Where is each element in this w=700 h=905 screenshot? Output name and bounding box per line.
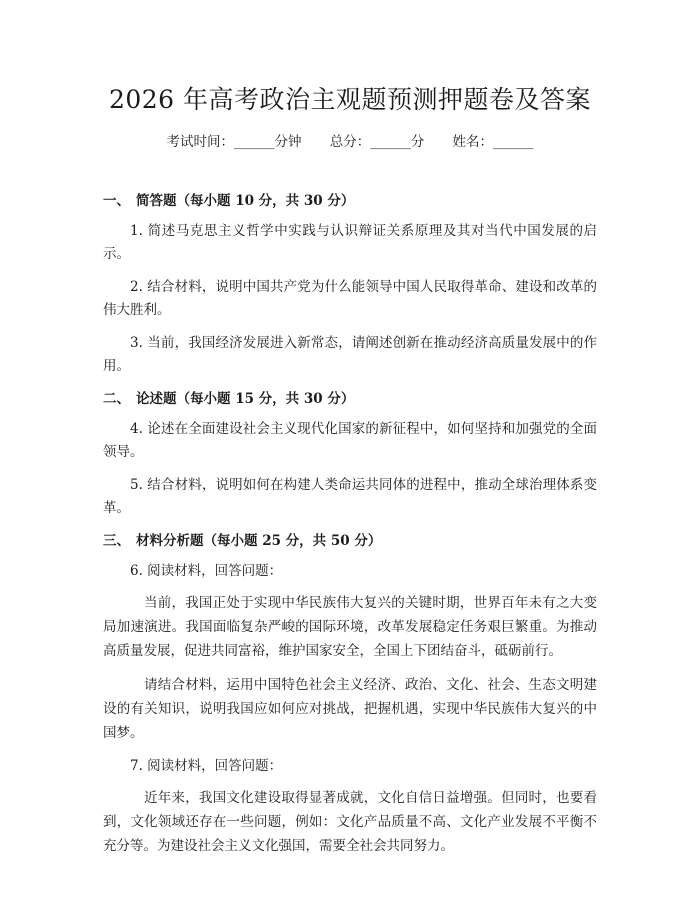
question-7-lead: 7. 阅读材料，回答问题： xyxy=(130,758,283,774)
question-3: 3. 当前，我国经济发展进入新常态，请阐述创新在推动经济高质量发展中的作用。 xyxy=(103,335,597,374)
question-2: 2. 结合材料，说明中国共产党为什么能领导中国人民取得革命、建设和改革的伟大胜利。 xyxy=(103,279,597,318)
total-score-field: 总分：______分 xyxy=(329,134,425,150)
student-name-field: 姓名：______ xyxy=(452,134,534,150)
question-7-material: 近年来，我国文化建设取得显著成就，文化自信日益增强。但同时，也要看到，文化领域还存在一些问题，例如：文化产品质量不高、文化产业发展不平衡不充分等。为建设社会主义文化强国，需要全社会共同努力。 xyxy=(103,790,597,854)
question-5: 5. 结合材料，说明如何在构建人类命运共同体的进程中，推动全球治理体系变革。 xyxy=(103,477,597,516)
page-title: 2026 年高考政治主观题预测押题卷及答案 xyxy=(108,85,592,114)
question-6-material: 当前，我国正处于实现中华民族伟大复兴的关键时期，世界百年未有之大变局加速演进。我国面临复杂严峻的国际环境，改革发展稳定任务艰巨繁重。为推动高质量发展，促进共同富裕，维护国家安全，全国上下团结奋斗，砥砺前行。 xyxy=(103,595,597,659)
section-title: 论述题（每小题 15 分，共 30 分） xyxy=(136,391,355,407)
exam-content xyxy=(103,190,597,868)
section-number: 二、 xyxy=(103,391,130,407)
question-6-prompt: 请结合材料，运用中国特色社会主义经济、政治、文化、社会、生态文明建设的有关知识，说明我国应如何应对挑战，把握机遇，实现中华民族伟大复兴的中国梦。 xyxy=(103,677,597,741)
exam-info-line xyxy=(0,132,700,152)
question-1: 1. 简述马克思主义哲学中实践与认识辩证关系原理及其对当代中国发展的启示。 xyxy=(103,223,597,262)
section-heading-1 xyxy=(103,190,597,212)
exam-time-field: 考试时间：______分钟 xyxy=(166,134,302,150)
section-heading-3 xyxy=(103,530,597,552)
section-title: 材料分析题（每小题 25 分，共 50 分） xyxy=(136,533,382,549)
question-6-lead: 6. 阅读材料，回答问题： xyxy=(130,563,283,579)
section-number: 三、 xyxy=(103,533,130,549)
section-title: 简答题（每小题 10 分，共 30 分） xyxy=(136,193,355,209)
section-heading-2 xyxy=(103,388,597,410)
section-number: 一、 xyxy=(103,193,130,209)
question-4: 4. 论述在全面建设社会主义现代化国家的新征程中，如何坚持和加强党的全面领导。 xyxy=(103,421,597,460)
